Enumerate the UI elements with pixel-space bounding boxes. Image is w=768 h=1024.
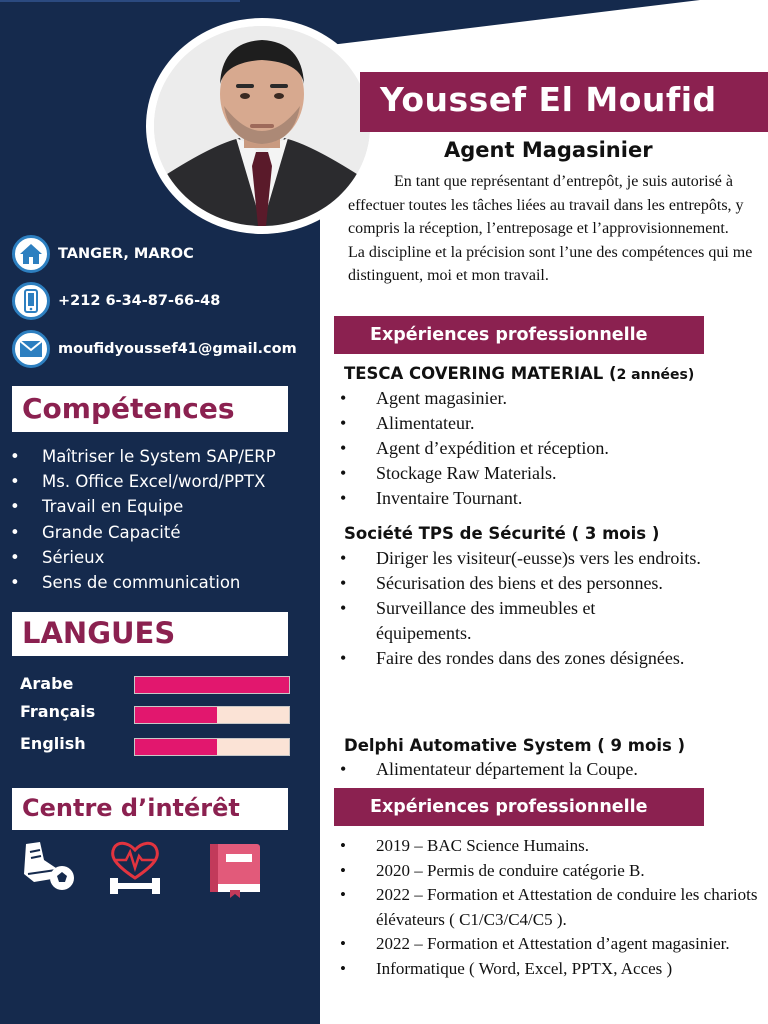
skill-item: • Sens de communication <box>10 573 241 593</box>
languages-title: LANGUES <box>22 616 176 650</box>
education-item: • 2022 – Formation et Attestation de conduire les chariots élévateurs ( C1/C3/C4/C5 ). <box>340 885 758 929</box>
top-accent-line <box>0 0 240 2</box>
job-3-heading: Delphi Automative System ( 9 mois ) <box>344 736 686 755</box>
task-item: • Agent d’expédition et réception. <box>340 438 609 458</box>
language-bar-arabe <box>134 676 290 694</box>
education-header: Expériences professionnelle <box>334 788 704 826</box>
skills-list <box>10 444 310 595</box>
job-title: Agent Magasinier <box>444 138 653 162</box>
skills-title: Compétences <box>22 392 235 425</box>
task-item: • Surveillance des immeubles et équipements. <box>340 598 596 643</box>
education-item: • 2020 – Permis de conduire catégorie B. <box>340 860 645 880</box>
mail-icon <box>12 330 50 368</box>
email-text: moufidyoussef41@gmail.com <box>58 341 297 357</box>
football-icon <box>16 838 78 898</box>
contact-email[interactable] <box>12 330 297 368</box>
job-1-heading: TESCA COVERING MATERIAL (2 années) <box>344 364 695 383</box>
skill-item: • Ms. Office Excel/word/PPTX <box>10 472 266 492</box>
language-bar-english <box>134 738 290 756</box>
languages-header-box <box>12 612 288 656</box>
experience-header: Expériences professionnelle <box>334 316 704 354</box>
language-name-english: English <box>20 734 86 753</box>
home-icon <box>12 235 50 273</box>
language-bar-francais <box>134 706 290 724</box>
profile-photo <box>146 18 378 234</box>
skill-item: • Grande Capacité <box>10 522 181 542</box>
phone-icon <box>12 282 50 320</box>
education-item: • 2022 – Formation et Attestation d’agent magasinier. <box>340 934 730 953</box>
fitness-icon <box>104 838 166 898</box>
task-item: • Alimentateur département la Coupe. <box>340 759 638 779</box>
task-item: • Inventaire Tournant. <box>340 488 523 508</box>
summary-paragraph-1: En tant que représentant d’entrepôt, je suis autorisé à effectuer toutes les tâches liées au travail dans les entrepôts, y compris la réception, l’entreposage et l’approvisionnement. <box>348 173 744 237</box>
skill-item: • Maîtriser le System SAP/ERP <box>10 447 276 466</box>
contact-phone[interactable] <box>12 282 220 320</box>
task-item: • Sécurisation des biens et des personnes. <box>340 573 663 593</box>
person-name: Youssef El Moufid <box>380 80 717 119</box>
language-name-arabe: Arabe <box>20 674 74 693</box>
education-item: • 2019 – BAC Science Humains. <box>340 836 589 855</box>
location-text: TANGER, MAROC <box>58 246 194 262</box>
profile-summary <box>348 170 758 316</box>
skills-header-box <box>12 386 288 432</box>
language-name-francais: Français <box>20 702 96 721</box>
job-2-heading: Société TPS de Sécurité ( 3 mois ) <box>344 524 660 543</box>
phone-text: +212 6-34-87-66-48 <box>58 293 221 309</box>
skill-item: • Sérieux <box>10 547 105 567</box>
task-item: • Alimentateur. <box>340 413 475 433</box>
task-item: • Faire des rondes dans des zones désignées. <box>340 648 685 668</box>
education-list <box>340 834 760 981</box>
skill-item: • Travail en Equipe <box>10 497 184 517</box>
interests-title: Centre d’intérêt <box>22 794 240 822</box>
job-2-tasks <box>340 546 760 671</box>
contact-location <box>12 235 194 273</box>
interests-header-box <box>12 788 288 830</box>
summary-paragraph-2: La discipline et la précision sont l’une des compétences qui me distinguent, moi et mon travail. <box>348 243 753 284</box>
task-item: • Diriger les visiteur(-eusse)s vers les endroits. <box>340 548 701 568</box>
task-item: • Agent magasinier. <box>340 388 507 408</box>
job-3-tasks <box>340 757 760 782</box>
job-1-tasks <box>340 386 760 511</box>
education-item: • Informatique ( Word, Excel, PPTX, Acces ) <box>340 958 673 978</box>
task-item: • Stockage Raw Materials. <box>340 463 557 483</box>
book-icon <box>204 838 266 898</box>
